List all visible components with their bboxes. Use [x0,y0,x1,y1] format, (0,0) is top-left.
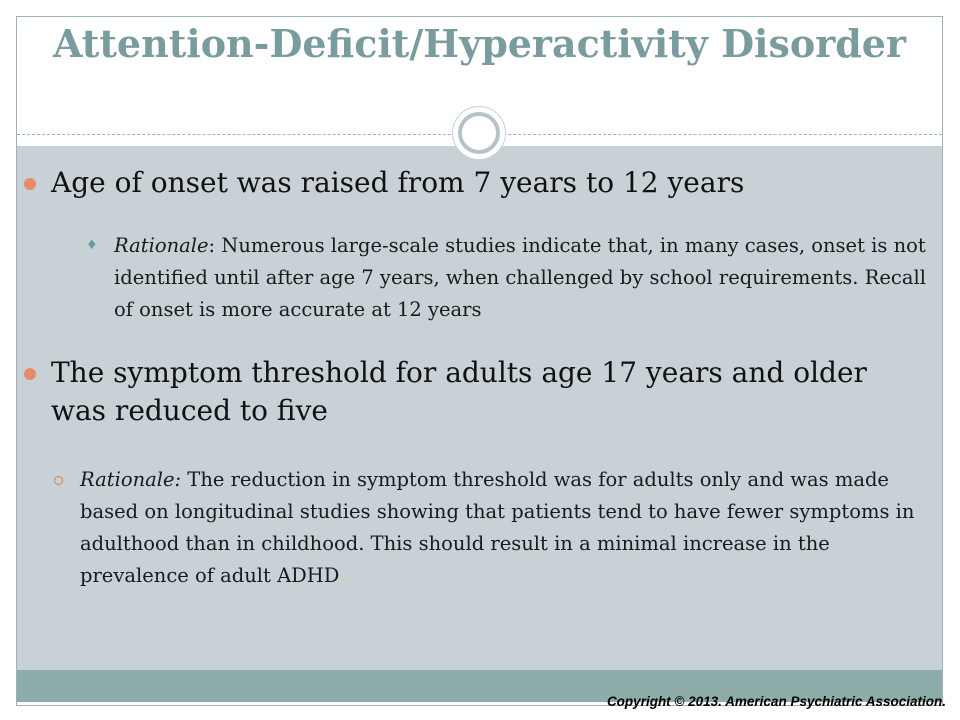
slide-title: Attention-Deficit/Hyperactivity Disorder [52,21,906,66]
rationale-text: : Numerous large-scale studies indicate that, in many cases, onset is not identified until after age 7 years, when challenged by school requirements. Recall of onset is more accurate at 12 years [114,234,926,321]
rationale-label: Rationale: [80,468,182,491]
bullet-2-text: The symptom threshold for adults age 17 years and older was reduced to five [51,356,867,427]
rationale-label: Rationale [114,234,209,257]
trailing-period: . [338,564,345,587]
bullet-1-text: Age of onset was raised from 7 years to 12 years [51,166,745,199]
rationale-text: The reduction in symptom threshold was for adults only and was made based on longitudinal studies showing that patients tend to have fewer symptoms in adulthood than in childhood. This should result in a minimal increase in the prevalence of adult ADHD [80,468,915,587]
ring-bullet-icon [54,476,63,485]
diamond-bullet-icon: ♦ [86,238,98,253]
copyright-notice: Copyright © 2013. American Psychiatric Association. [606,694,946,709]
bullet-dot-icon [24,368,36,380]
bullet-1-sub [114,230,926,326]
ring-ornament-inner [458,112,500,154]
bullet-dot-icon [24,178,36,190]
bullet-2-sub [80,464,926,592]
